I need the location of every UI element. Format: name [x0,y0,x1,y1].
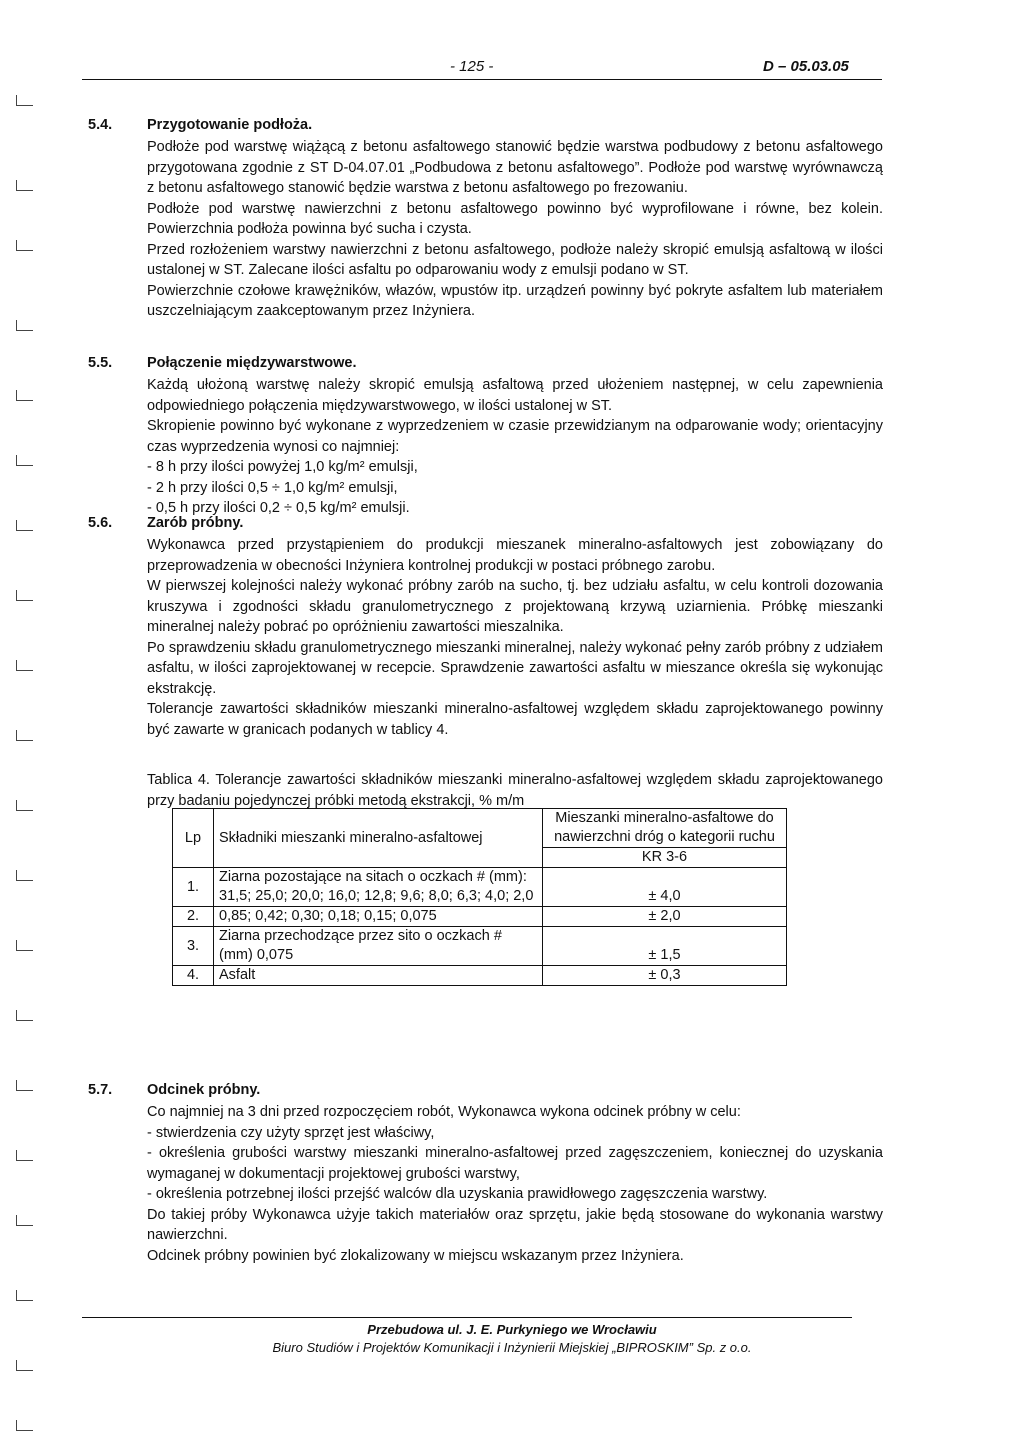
list-item: - 0,5 h przy ilości 0,2 ÷ 0,5 kg/m² emulsji. [147,500,410,516]
row-lp: 4. [173,966,214,986]
page-number: - 125 - [450,58,494,75]
paragraph: Podłoże pod warstwę wiążącą z betonu asfaltowego stanowić będzie warstwa podbudowy z betonu asfaltowego przygotowana zgodnie z ST D-04.07.01 „Podbudowa z betonu asfaltowego”. Podłoże pod warstwę wyrównawczą z betonu asfaltowego stanowić będzie warstwa z betonu asfaltowego po frezowaniu. [147,139,883,196]
list-item: - 2 h przy ilości 0,5 ÷ 1,0 kg/m² emulsji, [147,479,398,496]
list-item: - stwierdzenia czy użyty sprzęt jest właściwy, [147,1124,435,1141]
section-title: Przygotowanie podłoża. [147,117,313,133]
paragraph: Każdą ułożoną warstwę należy skropić emulsją asfaltową przed ułożeniem następnej, w celu zapewnienia odpowiedniego połączenia międzywarstwowego, w ilości ustalonej w ST. [147,377,883,414]
list-item: - 8 h przy ilości powyżej 1,0 kg/m² emulsji, [147,459,418,475]
table-row [173,868,787,907]
row-component: 0,85; 0,42; 0,30; 0,18; 0,15; 0,075 [214,907,543,927]
row-component: Ziarna przechodzące przez sito o oczkach # (mm) 0,075 [214,927,543,966]
binding-margin-marks [0,0,45,1434]
paragraph: Tolerancje zawartości składników mieszanki mineralno-asfaltowej względem składu zaprojektowanego powinny być zawarte w granicach podanych w tablicy 4. [147,701,883,738]
section-body [147,535,883,740]
section-number: 5.6. [88,515,113,531]
header-mixtures: Mieszanki mineralno-asfaltowe do nawierzchni dróg o kategorii ruchu [543,809,787,848]
row-tolerance: ± 4,0 [543,868,787,907]
paragraph: Skropienie powinno być wykonane z wyprzedzeniem w czasie przewidzianym na odparowanie wody; orientacyjny czas wyprzedzenia wynosi co najmniej: [147,418,883,455]
paragraph: Do takiej próby Wykonawca użyje takich materiałów oraz sprzętu, jakie będą stosowane do wykonania warstwy nawierzchni. [147,1206,883,1243]
table-row [173,927,787,966]
section-number: 5.5. [88,355,113,371]
footer-project: Przebudowa ul. J. E. Purkyniego we Wrocławiu [367,1322,657,1337]
row-component: Ziarna pozostające na sitach o oczkach # (mm): 31,5; 25,0; 20,0; 16,0; 12,8; 9,6; 8,0; 6,3; 4,0; 2,0 [214,868,543,907]
table-row [173,966,787,986]
paragraph: W pierwszej kolejności należy wykonać próbny zarób na sucho, tj. bez udziału asfaltu, w celu kontroli dozowania kruszywa i zgodności składu granulometrycznego z projektowaną krzywą uziarnienia. Próbkę mieszanki mineralnej należy pobrać po opróżnieniu zawartości mieszalnika. [147,578,883,635]
paragraph: Wykonawca przed przystąpieniem do produkcji mieszanek mineralno-asfaltowych jest zobowiązany do przeprowadzenia w obecności Inżyniera kontrolnej produkcji w postaci próbnego zarobu. [147,537,883,574]
tolerance-table [172,808,787,986]
footer-rule [82,1317,852,1318]
section-body [147,375,883,519]
table-header-row [173,809,787,848]
paragraph: Podłoże pod warstwę nawierzchni z betonu asfaltowego powinno być wyprofilowane i równe, bez kolein. Powierzchnia podłoża powinna być sucha i czysta. [147,200,883,237]
header-components: Składniki mieszanki mineralno-asfaltowej [214,809,543,868]
row-lp: 2. [173,907,214,927]
table-row [173,907,787,927]
section-title: Zarób próbny. [147,515,244,531]
row-tolerance: ± 1,5 [543,927,787,966]
section-title: Połączenie międzywarstwowe. [147,355,357,371]
paragraph: Odcinek próbny powinien być zlokalizowany w miejscu wskazanym przez Inżyniera. [147,1247,684,1264]
paragraph: Przed rozłożeniem warstwy nawierzchni z betonu asfaltowego, podłoże należy skropić emulsją asfaltową w ilości ustalonej w ST. Zalecane ilości asfaltu po odparowaniu wody z emulsji podano w ST. [147,241,883,278]
spec-code: D – 05.03.05 [763,58,849,75]
table-caption: Tablica 4. Tolerancje zawartości składników mieszanki mineralno-asfaltowej względem składu zaprojektowanego przy badaniu pojedynczej próbki metodą ekstrakcji, % m/m [147,772,883,809]
row-lp: 3. [173,927,214,966]
paragraph: Powierzchnie czołowe krawężników, włazów, wpustów itp. urządzeń powinny być pokryte asfaltem lub materiałem uszczelniającym zaakceptowanym przez Inżyniera. [147,282,883,319]
section-body [147,1102,883,1266]
row-tolerance: ± 2,0 [543,907,787,927]
header-rule [82,79,882,80]
paragraph: Po sprawdzeniu składu granulometrycznego mieszanki mineralnej, należy wykonać pełny zarób próbny z udziałem asfaltu, w ilości zaprojektowanej w recepcie. Sprawdzenie zawartości asfaltu w mieszance określa się wykonując ekstrakcję. [147,639,883,697]
header-lp: Lp [173,809,214,868]
footer-company: Biuro Studiów i Projektów Komunikacji i Inżynierii Miejskiej „BIPROSKIM” Sp. z o.o. [272,1340,752,1355]
row-component: Asfalt [214,966,543,986]
section-number: 5.7. [88,1082,113,1098]
section-number: 5.4. [88,117,113,133]
paragraph: Co najmniej na 3 dni przed rozpoczęciem robót, Wykonawca wykona odcinek próbny w celu: [147,1104,741,1120]
section-title: Odcinek próbny. [147,1082,261,1098]
list-item: - określenia potrzebnej ilości przejść walców dla uzyskania prawidłowego zagęszczenia warstwy. [147,1186,768,1202]
section-body [147,137,883,322]
row-lp: 1. [173,868,214,907]
header-category: KR 3-6 [543,848,787,868]
row-tolerance: ± 0,3 [543,966,787,986]
list-item: - określenia grubości warstwy mieszanki mineralno-asfaltowej przed zagęszczeniem, koniecznej do uzyskania wymaganej w dokumentacji projektowej grubości warstwy, [147,1145,883,1182]
